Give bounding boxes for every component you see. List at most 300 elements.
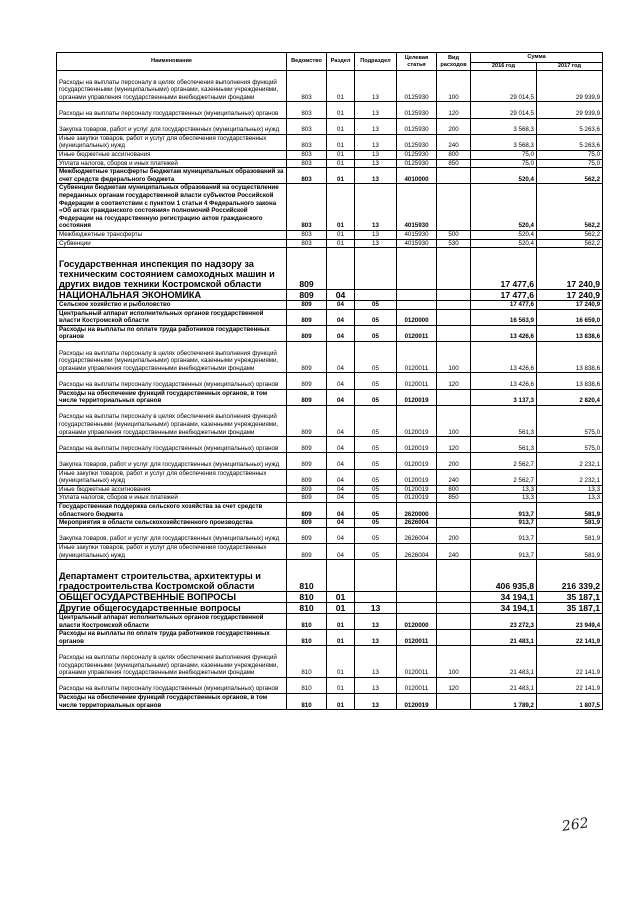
table-cell-razdel: 04 [327, 437, 355, 453]
table-cell-razdel: 04 [327, 289, 355, 300]
table-cell-vedomstvo: 809 [287, 373, 327, 389]
table-cell-target [397, 248, 437, 290]
table-cell-vid: 850 [437, 494, 471, 503]
table-cell-vedomstvo: 803 [287, 118, 327, 134]
table-cell-2017: 13 838,6 [537, 373, 603, 389]
table-cell-razdel [327, 560, 355, 592]
table-cell-podrazdel: 13 [355, 71, 397, 102]
table-row [57, 325, 603, 341]
table-cell-2017: 13,3 [537, 494, 603, 503]
table-cell-target: 4015930 [397, 239, 437, 248]
table-cell-target: 0120011 [397, 646, 437, 677]
table-cell-vedomstvo: 803 [287, 184, 327, 231]
table-row [57, 614, 603, 630]
table-cell-vid: 100 [437, 71, 471, 102]
table-row [57, 389, 603, 405]
table-cell-2016: 34 194,1 [471, 591, 537, 602]
table-cell-podrazdel: 13 [355, 677, 397, 693]
table-cell-podrazdel: 05 [355, 301, 397, 310]
table-row [57, 646, 603, 677]
table-cell-vedomstvo: 803 [287, 150, 327, 159]
table-cell-vid [437, 591, 471, 602]
table-row [57, 342, 603, 373]
table-cell-2017: 23 949,4 [537, 614, 603, 630]
table-cell-2016: 17 477,6 [471, 248, 537, 290]
table-cell-vid: 100 [437, 646, 471, 677]
table-cell-name: Иные бюджетные ассигнования [57, 485, 287, 494]
table-cell-podrazdel: 13 [355, 159, 397, 168]
table-cell-2017: 17 240,9 [537, 301, 603, 310]
table-cell-razdel: 01 [327, 134, 355, 150]
table-cell-2017: 2 232,1 [537, 469, 603, 485]
table-cell-razdel: 01 [327, 602, 355, 613]
table-cell-vid [437, 168, 471, 184]
table-cell-vid: 200 [437, 453, 471, 469]
table-cell-podrazdel [355, 289, 397, 300]
table-cell-vedomstvo: 809 [287, 301, 327, 310]
table-cell-vedomstvo: 810 [287, 560, 327, 592]
table-cell-name: Уплата налогов, сборов и иных платежей [57, 494, 287, 503]
table-cell-podrazdel: 05 [355, 469, 397, 485]
table-cell-razdel: 04 [327, 494, 355, 503]
table-cell-vid [437, 560, 471, 592]
table-cell-2017: 575,0 [537, 405, 603, 436]
table-cell-target: 2626004 [397, 527, 437, 543]
table-cell-podrazdel: 13 [355, 184, 397, 231]
header-razdel: Раздел [327, 53, 355, 71]
table-cell-razdel: 01 [327, 71, 355, 102]
table-cell-vedomstvo: 810 [287, 591, 327, 602]
table-cell-name: Расходы на выплаты персоналу в целях обеспечения выполнения функций государственными (муниципальными) органами, казенными учреждениями, органами управления государственными внебюджетными фондами [57, 71, 287, 102]
table-cell-2016: 21 483,1 [471, 630, 537, 646]
table-cell-vid [437, 630, 471, 646]
table-cell-target: 4010000 [397, 168, 437, 184]
table-cell-2016: 913,7 [471, 543, 537, 559]
table-cell-target: 0120019 [397, 437, 437, 453]
table-cell-vedomstvo: 809 [287, 494, 327, 503]
table-cell-2017: 1 807,5 [537, 694, 603, 710]
table-cell-razdel: 01 [327, 630, 355, 646]
table-cell-name: Расходы на выплаты персоналу в целях обеспечения выполнения функций государственными (муниципальными) органами, казенными учреждениями, органами управления государственными внебюджетными фондами [57, 342, 287, 373]
table-cell-razdel: 01 [327, 230, 355, 239]
budget-document-page [56, 52, 602, 710]
table-cell-2017: 562,2 [537, 168, 603, 184]
table-row [57, 527, 603, 543]
table-cell-target: 0125930 [397, 102, 437, 118]
table-cell-2017: 581,9 [537, 519, 603, 528]
table-cell-2016: 520,4 [471, 168, 537, 184]
table-cell-2017: 17 240,9 [537, 248, 603, 290]
table-cell-target: 4015930 [397, 184, 437, 231]
table-cell-target: 0120011 [397, 630, 437, 646]
table-cell-vedomstvo: 809 [287, 453, 327, 469]
table-cell-vid [437, 389, 471, 405]
table-cell-vid: 240 [437, 543, 471, 559]
table-cell-razdel: 01 [327, 168, 355, 184]
table-cell-vedomstvo: 803 [287, 168, 327, 184]
table-cell-podrazdel: 13 [355, 102, 397, 118]
table-cell-name: ОБЩЕГОСУДАРСТВЕННЫЕ ВОПРОСЫ [57, 591, 287, 602]
table-row [57, 677, 603, 693]
table-cell-podrazdel: 05 [355, 373, 397, 389]
table-cell-name: Закупка товаров, работ и услуг для государственных (муниципальных) нужд [57, 453, 287, 469]
table-cell-2017: 2 820,4 [537, 389, 603, 405]
table-cell-2017: 75,0 [537, 150, 603, 159]
table-cell-podrazdel: 13 [355, 646, 397, 677]
table-cell-name: Межбюджетные трансферты [57, 230, 287, 239]
table-cell-vedomstvo: 803 [287, 102, 327, 118]
table-cell-razdel: 01 [327, 591, 355, 602]
table-row [57, 168, 603, 184]
table-cell-vedomstvo: 803 [287, 230, 327, 239]
table-cell-podrazdel: 13 [355, 239, 397, 248]
table-cell-target: 0120019 [397, 389, 437, 405]
table-cell-podrazdel: 05 [355, 494, 397, 503]
table-cell-podrazdel: 05 [355, 485, 397, 494]
table-cell-name: Расходы на выплаты персоналу государственных (муниципальных) органов [57, 102, 287, 118]
table-cell-podrazdel: 05 [355, 437, 397, 453]
header-2016: 2016 год [471, 63, 537, 71]
table-cell-name: Расходы на обеспечение функций государственных органов, в том числе территориальных органов [57, 694, 287, 710]
table-cell-2016: 13 426,6 [471, 325, 537, 341]
table-cell-2017: 16 659,0 [537, 309, 603, 325]
table-cell-target: 0120019 [397, 494, 437, 503]
table-cell-podrazdel: 05 [355, 543, 397, 559]
table-cell-2016: 520,4 [471, 230, 537, 239]
table-cell-vid: 120 [437, 437, 471, 453]
table-cell-vid: 100 [437, 405, 471, 436]
table-cell-podrazdel: 05 [355, 405, 397, 436]
table-cell-vedomstvo: 809 [287, 405, 327, 436]
table-cell-vid [437, 602, 471, 613]
table-cell-vid: 200 [437, 118, 471, 134]
table-cell-name: Расходы на выплаты персоналу в целях обеспечения выполнения функций государственными (муниципальными) органами, казенными учреждениями, органами управления государственными внебюджетными фондами [57, 405, 287, 436]
table-cell-razdel: 01 [327, 102, 355, 118]
table-cell-target [397, 289, 437, 300]
table-cell-2017: 2 232,1 [537, 453, 603, 469]
table-row [57, 309, 603, 325]
table-cell-target [397, 560, 437, 592]
table-cell-2016: 75,0 [471, 159, 537, 168]
table-cell-2017: 575,0 [537, 437, 603, 453]
table-row [57, 159, 603, 168]
table-cell-target: 0125930 [397, 71, 437, 102]
table-row [57, 248, 603, 290]
table-cell-razdel: 04 [327, 485, 355, 494]
table-cell-razdel: 04 [327, 543, 355, 559]
table-cell-target: 0120000 [397, 614, 437, 630]
table-cell-target: 0125930 [397, 159, 437, 168]
table-cell-2016: 520,4 [471, 184, 537, 231]
table-cell-vid [437, 519, 471, 528]
table-cell-target: 0120019 [397, 485, 437, 494]
table-cell-2016: 520,4 [471, 239, 537, 248]
table-cell-vid: 240 [437, 134, 471, 150]
table-cell-name: Департамент строительства, архитектуры и градостроительства Костромской области [57, 560, 287, 592]
table-cell-2016: 13,3 [471, 494, 537, 503]
table-cell-podrazdel: 13 [355, 150, 397, 159]
table-cell-target: 0120019 [397, 453, 437, 469]
table-cell-razdel: 01 [327, 118, 355, 134]
table-cell-target: 0120019 [397, 405, 437, 436]
table-cell-vid [437, 694, 471, 710]
table-row [57, 102, 603, 118]
table-cell-2017: 581,9 [537, 527, 603, 543]
table-cell-target: 2620000 [397, 502, 437, 518]
table-cell-name: Мероприятия в области сельскохозяйственного производства [57, 519, 287, 528]
table-cell-razdel: 04 [327, 373, 355, 389]
table-cell-vid: 800 [437, 150, 471, 159]
table-row [57, 373, 603, 389]
table-cell-vedomstvo: 809 [287, 527, 327, 543]
table-row [57, 405, 603, 436]
table-cell-razdel: 04 [327, 389, 355, 405]
table-cell-vedomstvo: 803 [287, 134, 327, 150]
table-cell-2016: 913,7 [471, 502, 537, 518]
table-cell-podrazdel: 13 [355, 168, 397, 184]
table-cell-target: 0120011 [397, 677, 437, 693]
table-cell-vedomstvo: 803 [287, 159, 327, 168]
table-cell-target: 0120000 [397, 309, 437, 325]
table-cell-target: 0120019 [397, 469, 437, 485]
table-row [57, 150, 603, 159]
table-cell-vid [437, 502, 471, 518]
table-cell-razdel: 04 [327, 301, 355, 310]
header-vedomstvo: Ведомство [287, 53, 327, 71]
table-cell-2016: 34 194,1 [471, 602, 537, 613]
table-cell-razdel: 01 [327, 614, 355, 630]
header-podrazdel: Подраздел [355, 53, 397, 71]
table-row [57, 437, 603, 453]
table-cell-2017: 5 263,6 [537, 134, 603, 150]
table-cell-razdel: 04 [327, 342, 355, 373]
table-cell-vedomstvo: 809 [287, 289, 327, 300]
table-cell-2016: 21 483,1 [471, 646, 537, 677]
budget-table [56, 52, 603, 710]
table-cell-podrazdel: 05 [355, 389, 397, 405]
table-cell-2016: 561,3 [471, 405, 537, 436]
table-cell-2017: 562,2 [537, 239, 603, 248]
table-cell-vedomstvo: 809 [287, 519, 327, 528]
table-cell-vedomstvo: 809 [287, 502, 327, 518]
table-cell-podrazdel: 13 [355, 230, 397, 239]
table-cell-2017: 13,3 [537, 485, 603, 494]
table-cell-vedomstvo: 809 [287, 248, 327, 290]
table-cell-razdel: 01 [327, 150, 355, 159]
table-cell-podrazdel: 05 [355, 453, 397, 469]
table-row [57, 453, 603, 469]
table-cell-vid: 850 [437, 159, 471, 168]
table-body [57, 71, 603, 710]
table-cell-name: Иные закупки товаров, работ и услуг для обеспечения государственных (муниципальных) нужд [57, 469, 287, 485]
table-cell-razdel: 01 [327, 694, 355, 710]
table-cell-podrazdel: 05 [355, 325, 397, 341]
table-cell-2017: 22 141,9 [537, 677, 603, 693]
table-cell-razdel: 04 [327, 325, 355, 341]
table-cell-2017: 5 263,6 [537, 118, 603, 134]
table-cell-2017: 581,9 [537, 543, 603, 559]
table-cell-2016: 406 935,8 [471, 560, 537, 592]
table-cell-vedomstvo: 809 [287, 309, 327, 325]
table-cell-razdel: 01 [327, 677, 355, 693]
table-cell-vid: 200 [437, 527, 471, 543]
table-row [57, 543, 603, 559]
table-cell-2017: 35 187,1 [537, 591, 603, 602]
table-cell-name: Межбюджетные трансферты бюджетам муниципальных образований за счет средств федерального бюджета [57, 168, 287, 184]
table-cell-2016: 16 563,9 [471, 309, 537, 325]
table-row [57, 134, 603, 150]
table-cell-podrazdel [355, 591, 397, 602]
table-cell-2017: 562,2 [537, 230, 603, 239]
table-cell-target: 0120011 [397, 373, 437, 389]
table-row [57, 230, 603, 239]
table-cell-vid: 240 [437, 469, 471, 485]
header-target: Целевая статья [397, 53, 437, 71]
table-cell-name: Расходы на обеспечение функций государственных органов, в том числе территориальных органов [57, 389, 287, 405]
table-cell-podrazdel [355, 248, 397, 290]
table-cell-vid [437, 248, 471, 290]
table-cell-2016: 13 426,6 [471, 342, 537, 373]
table-cell-2017: 216 339,2 [537, 560, 603, 592]
table-cell-target [397, 301, 437, 310]
table-row [57, 118, 603, 134]
table-cell-vid [437, 301, 471, 310]
table-row [57, 694, 603, 710]
table-cell-name: Закупка товаров, работ и услуг для государственных (муниципальных) нужд [57, 118, 287, 134]
table-row [57, 469, 603, 485]
table-cell-podrazdel: 05 [355, 527, 397, 543]
table-cell-2017: 13 838,6 [537, 342, 603, 373]
table-cell-vid: 100 [437, 342, 471, 373]
table-cell-2016: 3 568,3 [471, 134, 537, 150]
table-cell-name: Центральный аппарат исполнительных органов государственной власти Костромской области [57, 614, 287, 630]
table-cell-vedomstvo: 809 [287, 342, 327, 373]
table-cell-2016: 913,7 [471, 519, 537, 528]
table-cell-razdel: 04 [327, 309, 355, 325]
table-cell-2016: 29 014,5 [471, 102, 537, 118]
table-cell-name: Расходы на выплаты по оплате труда работников государственных органов [57, 325, 287, 341]
table-cell-target: 0125930 [397, 150, 437, 159]
table-cell-vedomstvo: 810 [287, 677, 327, 693]
table-cell-vid: 120 [437, 373, 471, 389]
table-cell-2016: 2 562,7 [471, 469, 537, 485]
table-cell-razdel: 04 [327, 469, 355, 485]
table-row [57, 184, 603, 231]
table-row [57, 502, 603, 518]
table-row [57, 630, 603, 646]
table-row [57, 301, 603, 310]
table-cell-podrazdel: 05 [355, 342, 397, 373]
table-row [57, 591, 603, 602]
table-cell-2016: 561,3 [471, 437, 537, 453]
table-cell-vid [437, 309, 471, 325]
table-cell-vid: 120 [437, 102, 471, 118]
table-cell-vedomstvo: 803 [287, 239, 327, 248]
table-cell-2017: 29 939,9 [537, 102, 603, 118]
header-2017: 2017 год [537, 63, 603, 71]
table-row [57, 519, 603, 528]
table-cell-2016: 1 789,2 [471, 694, 537, 710]
table-cell-2016: 13 426,6 [471, 373, 537, 389]
table-cell-2017: 29 939,9 [537, 71, 603, 102]
table-cell-name: Расходы на выплаты персоналу государственных (муниципальных) органов [57, 437, 287, 453]
table-cell-vedomstvo: 809 [287, 543, 327, 559]
table-cell-2017: 22 141,9 [537, 646, 603, 677]
table-cell-razdel: 04 [327, 405, 355, 436]
table-cell-name: Субвенции бюджетам муниципальных образований на осуществление переданных органам государственной власти субъектов Российской Федерации в соответствии с пунктом 1 статьи 4 Федерального закона «Об актах гражданского состояния» полномочий Российской Федерации на государственную регистрацию актов гражданского состояния [57, 184, 287, 231]
table-cell-2016: 3 568,3 [471, 118, 537, 134]
table-cell-name: Иные бюджетные ассигнования [57, 150, 287, 159]
table-cell-name: Центральный аппарат исполнительных органов государственной власти Костромской области [57, 309, 287, 325]
table-cell-podrazdel: 13 [355, 602, 397, 613]
table-cell-target: 4015930 [397, 230, 437, 239]
header-sum: Сумма [471, 53, 603, 63]
table-cell-target: 2626004 [397, 519, 437, 528]
table-cell-vid: 800 [437, 485, 471, 494]
table-cell-vid: 120 [437, 677, 471, 693]
table-cell-2016: 23 272,3 [471, 614, 537, 630]
table-cell-podrazdel: 13 [355, 614, 397, 630]
table-cell-name: Сельское хозяйство и рыболовство [57, 301, 287, 310]
table-cell-name: Иные закупки товаров, работ и услуг для обеспечения государственных (муниципальных) нужд [57, 543, 287, 559]
table-cell-razdel: 04 [327, 453, 355, 469]
table-cell-podrazdel: 05 [355, 519, 397, 528]
table-cell-podrazdel: 13 [355, 694, 397, 710]
table-cell-name: НАЦИОНАЛЬНАЯ ЭКОНОМИКА [57, 289, 287, 300]
table-cell-vedomstvo: 809 [287, 485, 327, 494]
table-cell-podrazdel [355, 560, 397, 592]
table-cell-name: Расходы на выплаты персоналу в целях обеспечения выполнения функций государственными (муниципальными) органами, казенными учреждениями, органами управления государственными внебюджетными фондами [57, 646, 287, 677]
table-row [57, 71, 603, 102]
table-cell-vedomstvo: 810 [287, 646, 327, 677]
table-cell-vid: 530 [437, 239, 471, 248]
table-cell-vid [437, 289, 471, 300]
table-cell-vedomstvo: 810 [287, 630, 327, 646]
table-cell-vid [437, 614, 471, 630]
table-cell-vedomstvo: 810 [287, 614, 327, 630]
table-cell-2017: 75,0 [537, 159, 603, 168]
table-cell-name: Иные закупки товаров, работ и услуг для обеспечения государственных (муниципальных) нужд [57, 134, 287, 150]
table-cell-2016: 3 137,3 [471, 389, 537, 405]
table-cell-name: Государственная поддержка сельского хозяйства за счет средств областного бюджета [57, 502, 287, 518]
table-row [57, 494, 603, 503]
table-cell-2017: 35 187,1 [537, 602, 603, 613]
table-cell-vedomstvo: 803 [287, 71, 327, 102]
table-cell-name: Расходы на выплаты персоналу государственных (муниципальных) органов [57, 677, 287, 693]
table-cell-podrazdel: 13 [355, 134, 397, 150]
table-cell-podrazdel: 13 [355, 118, 397, 134]
table-cell-razdel: 04 [327, 502, 355, 518]
table-cell-razdel: 04 [327, 527, 355, 543]
table-cell-target: 2626004 [397, 543, 437, 559]
table-cell-vedomstvo: 810 [287, 602, 327, 613]
page-number: 262 [561, 815, 590, 835]
table-cell-target: 0120011 [397, 342, 437, 373]
table-cell-2016: 75,0 [471, 150, 537, 159]
table-cell-target: 0120011 [397, 325, 437, 341]
table-cell-target [397, 591, 437, 602]
table-cell-2016: 17 477,6 [471, 301, 537, 310]
table-cell-name: Расходы на выплаты по оплате труда работников государственных органов [57, 630, 287, 646]
table-cell-vid [437, 184, 471, 231]
table-cell-vedomstvo: 809 [287, 469, 327, 485]
table-cell-2016: 21 483,1 [471, 677, 537, 693]
table-cell-vedomstvo: 809 [287, 437, 327, 453]
table-cell-name: Другие общегосударственные вопросы [57, 602, 287, 613]
table-cell-razdel [327, 248, 355, 290]
table-cell-target [397, 602, 437, 613]
table-cell-2017: 13 838,6 [537, 325, 603, 341]
